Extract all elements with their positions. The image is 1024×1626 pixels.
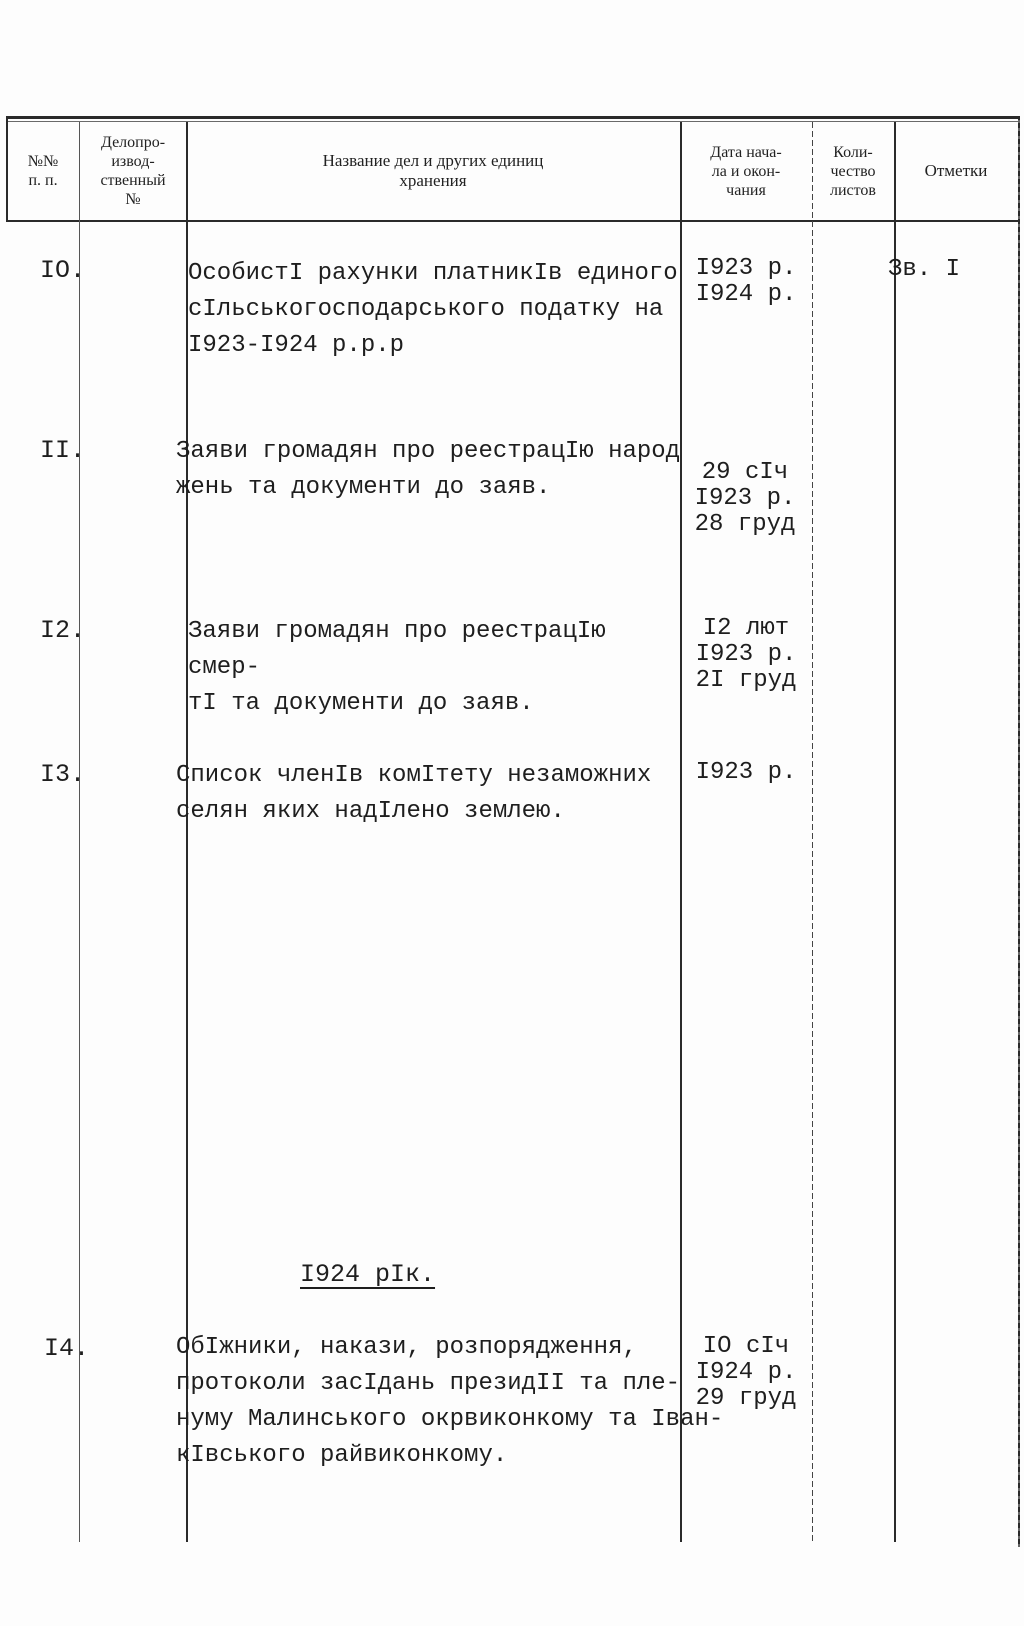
header-office-number: Делопро- извод- ственный № [100, 134, 166, 208]
column-line-1 [79, 122, 80, 1542]
row-number: I4. [44, 1334, 90, 1363]
column-line-5 [894, 122, 896, 1542]
row-dates: IO сIч I924 р. 29 груд [695, 1333, 797, 1412]
header-dates: Дата нача- ла и окон- чания [710, 143, 782, 199]
header-number: №№ п. п. [27, 153, 59, 189]
row-dates: 29 сIч I923 р. 28 груд [694, 459, 796, 538]
row-title: Заяви громадян про реестрацIю смер- тI та документи до заяв. [188, 618, 606, 717]
row-dates: I923 р. I924 р. [695, 255, 797, 308]
row-number: II. [40, 436, 86, 465]
page-edge-perforation [1018, 120, 1020, 1550]
row-title: ОбIжники, накази, розпорядження, протоколи засIдань президII та пле- нуму Малинського окрвиконкому та Iван- кIвського райвиконкому. [176, 1334, 724, 1469]
row-title: ОсобистI рахунки платникIв единого сIльськогосподарського податку на I923-I924 р.р.р [188, 260, 678, 359]
column-line-4 [812, 122, 813, 1542]
row-title: Заяви громадян про реестрацIю народ жень та документи до заяв. [176, 438, 681, 501]
table-top-rule [6, 116, 1020, 119]
row-number: IO. [40, 256, 86, 285]
header-title: Название дел и других единиц хранения [322, 151, 544, 190]
row-dates: I923 р. [695, 759, 797, 786]
row-note: Зв. I [888, 256, 961, 283]
row-dates: I2 лют I923 р. 2I груд [695, 615, 797, 694]
row-number: I3. [40, 760, 86, 789]
header-notes: Отметки [924, 161, 988, 180]
header-bottom-rule [6, 220, 1020, 222]
row-title: Список членIв комIтету незаможних селян яких надIлено землею. [176, 762, 652, 825]
year-heading: I924 рIк. [300, 1260, 436, 1289]
header-sheets: Коли- чество листов [830, 143, 876, 199]
row-number: I2. [40, 616, 86, 645]
